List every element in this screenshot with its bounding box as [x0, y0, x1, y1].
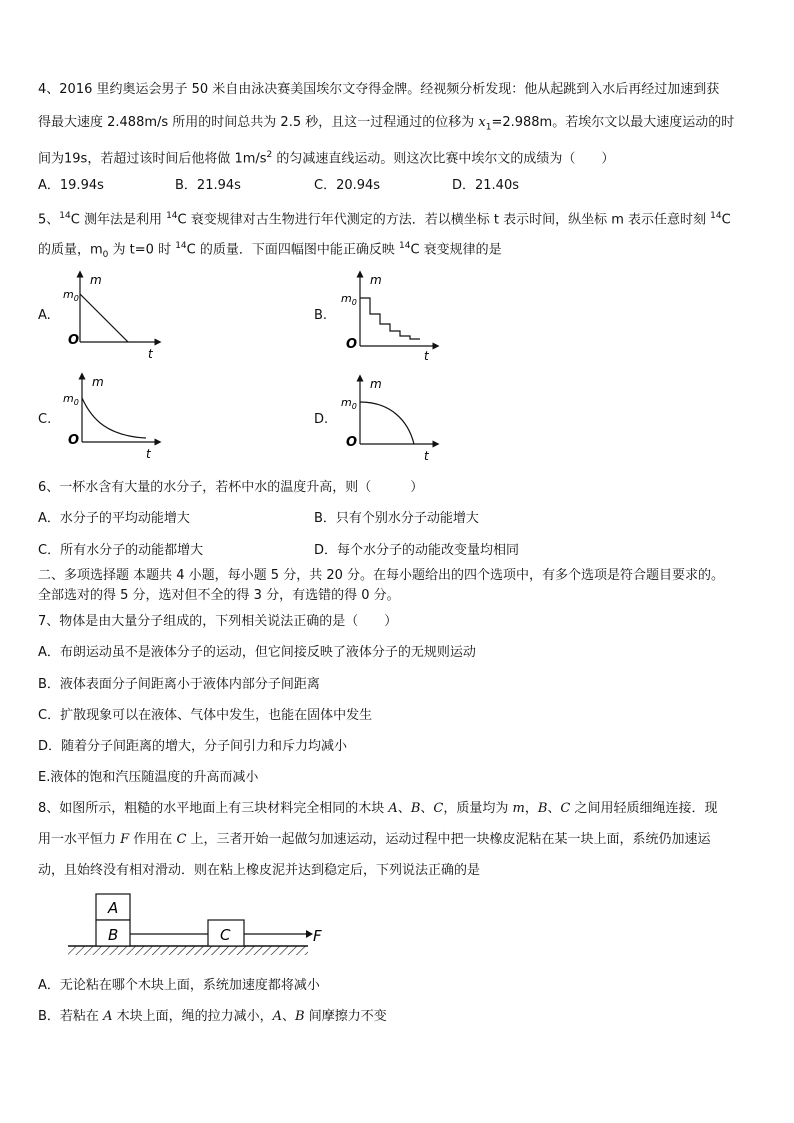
graph-d-m0-label: $m_0$ [341, 396, 357, 411]
q4-option-c[interactable]: C．20.94s [314, 178, 381, 193]
q4-line-1: 4、2016 里约奥运会男子 50 米自由泳决赛美国埃尔文夺得金牌。经视频分析发现：他从起跳到入水后再经过加速到获 [38, 82, 720, 97]
q6-option-c[interactable]: C．所有水分子的动能都增大 [38, 543, 204, 558]
graph-c-exponential [60, 370, 170, 465]
graph-c-t-label: t [146, 447, 151, 461]
block-b-label: B [108, 926, 119, 944]
q7-option-d[interactable]: D．随着分子间距离的增大，分子间引力和斥力均减小 [38, 739, 348, 754]
q4-line-3: 间为19s，若超过该时间后他将做 $1m/s^2$ 的匀减速直线运动。则这次比赛中埃尔文的成绩为（ ） [38, 150, 615, 167]
q7-stem: 7、物体是由大量分子组成的，下列相关说法正确的是（ ） [38, 614, 398, 629]
graph-a-m-label: m [90, 273, 102, 287]
q5-option-d-label[interactable]: D. [314, 412, 329, 427]
block-a-label: A [108, 899, 119, 917]
q8-option-a[interactable]: A．无论粘在哪个木块上面，系统加速度都将减小 [38, 978, 320, 993]
q7-option-b[interactable]: B．液体表面分子间距离小于液体内部分子间距离 [38, 677, 320, 692]
q6-option-b[interactable]: B．只有个别水分子动能增大 [314, 511, 479, 526]
graph-a-origin: O [68, 333, 80, 348]
block-c-label: C [220, 926, 231, 944]
q5-line-1: 5、$^{14}$C 测年法是利用 $^{14}$C 衰变规律对古生物进行年代测定的方法．若以横坐标 t 表示时间，纵坐标 m 表示任意时刻 $^{14}$C [38, 211, 731, 228]
q5-option-c-label[interactable]: C. [38, 412, 52, 427]
q8-blocks-figure [66, 888, 330, 960]
ground-hatch [68, 946, 308, 955]
graph-a-t-label: t [148, 347, 153, 361]
graph-d-t-label: t [424, 449, 429, 463]
q5-option-b-label[interactable]: B. [314, 308, 328, 323]
graph-d-m-label: m [370, 377, 382, 391]
q4-line-2: 得最大速度 2.488m/s 所用的时间总共为 2.5 秒，且这一过程通过的位移为 $x_1=2.988m$。若埃尔文以最大速度运动的时 [38, 115, 735, 133]
graph-b-staircase [338, 268, 448, 363]
q8-option-b[interactable]: B．若粘在 A 木块上面，绳的拉力减小，A、B 间摩擦力不变 [38, 1009, 387, 1024]
graph-a-m0-label: $m_0$ [63, 288, 79, 303]
q6-stem: 6、一杯水含有大量的水分子，若杯中水的温度升高，则（ ） [38, 480, 424, 495]
q4-option-d[interactable]: D．21.40s [452, 178, 519, 193]
graph-b-origin: O [346, 337, 358, 352]
section-2-heading-line-1: 二、多项选择题 本题共 4 小题，每小题 5 分，共 20 分。在每小题给出的四个选项中，有多个选项是符合题目要求的。 [38, 568, 725, 583]
q4-option-b[interactable]: B．21.94s [175, 178, 241, 193]
q7-option-c[interactable]: C．扩散现象可以在液体、气体中发生，也能在固体中发生 [38, 708, 373, 723]
q6-option-a[interactable]: A．水分子的平均动能增大 [38, 511, 190, 526]
graph-d-concave [338, 372, 448, 467]
graph-c-origin: O [68, 433, 80, 448]
q8-line-3: 动，且始终没有相对滑动．则在粘上橡皮泥并达到稳定后，下列说法正确的是 [38, 863, 481, 878]
q6-option-d[interactable]: D．每个水分子的动能改变量均相同 [314, 543, 520, 558]
q7-option-a[interactable]: A．布朗运动虽不是液体分子的运动，但它间接反映了液体分子的无规则运动 [38, 645, 476, 660]
q8-line-1: 8、如图所示，粗糙的水平地面上有三块材料完全相同的木块 A、B、C，质量均为 m，B、C 之间用轻质细绳连接．现 [38, 801, 718, 816]
graph-c-m0-label: $m_0$ [63, 392, 79, 407]
graph-d-origin: O [346, 435, 358, 450]
q7-option-e[interactable]: E.液体的饱和汽压随温度的升高而减小 [38, 770, 259, 785]
q8-line-2: 用一水平恒力 F 作用在 C 上，三者开始一起做匀加速运动，运动过程中把一块橡皮泥粘在某一块上面，系统仍加速运 [38, 832, 711, 847]
graph-b-m-label: m [370, 273, 382, 287]
graph-c-m-label: m [92, 375, 104, 389]
force-f-label: F [313, 927, 322, 945]
section-2-heading-line-2: 全部选对的得 5 分，选对但不全的得 3 分，有选错的得 0 分。 [38, 588, 400, 603]
q5-option-a-label[interactable]: A. [38, 308, 51, 323]
graph-a-linear [60, 268, 170, 363]
q5-line-2: 的质量，$m_0$ 为 t=0 时 $^{14}$C 的质量．下面四幅图中能正确反映 $^{14}$C 衰变规律的是 [38, 241, 502, 260]
graph-b-t-label: t [424, 349, 429, 363]
graph-b-m0-label: $m_0$ [341, 292, 357, 307]
q4-option-a[interactable]: A．19.94s [38, 178, 104, 193]
